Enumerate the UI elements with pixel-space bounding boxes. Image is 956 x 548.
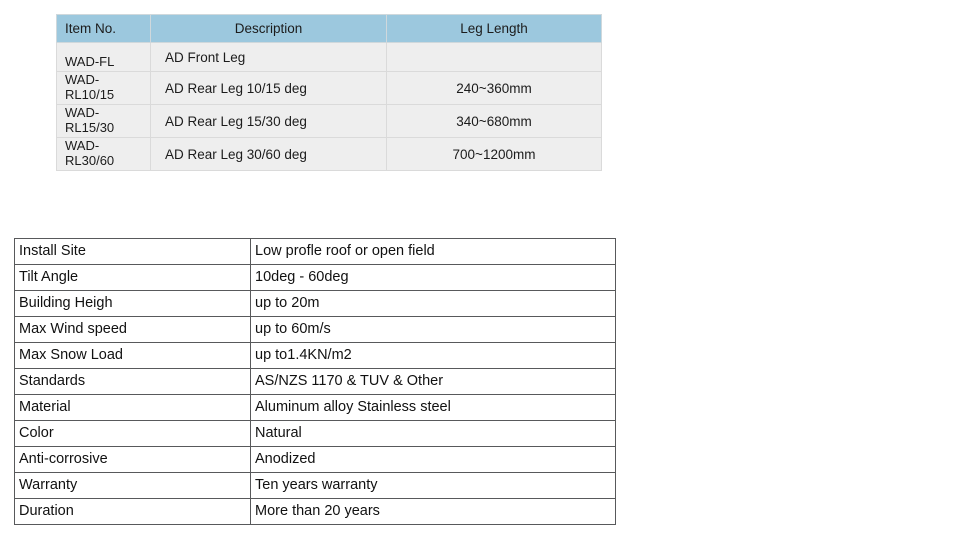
spec-row	[15, 369, 616, 395]
spec-value: Low profle roof or open field	[251, 239, 616, 265]
spec-label: Tilt Angle	[15, 265, 251, 291]
spec-label: Max Snow Load	[15, 343, 251, 369]
cell-item-no: WAD-RL30/60	[57, 138, 151, 171]
spec-value: Ten years warranty	[251, 473, 616, 499]
column-header-leg-length: Leg Length	[387, 15, 602, 43]
spec-value: More than 20 years	[251, 499, 616, 525]
table-header-row	[57, 15, 602, 43]
spec-row	[15, 447, 616, 473]
cell-leg-length: 240~360mm	[387, 72, 602, 105]
table-row	[57, 138, 602, 171]
spec-label: Max Wind speed	[15, 317, 251, 343]
spec-value: up to1.4KN/m2	[251, 343, 616, 369]
spec-value: Natural	[251, 421, 616, 447]
spec-value: up to 60m/s	[251, 317, 616, 343]
spec-value: 10deg - 60deg	[251, 265, 616, 291]
spec-row	[15, 421, 616, 447]
table-row	[57, 43, 602, 72]
spec-label: Color	[15, 421, 251, 447]
spec-value: Aluminum alloy Stainless steel	[251, 395, 616, 421]
spec-label: Warranty	[15, 473, 251, 499]
cell-description: AD Rear Leg 10/15 deg	[151, 72, 387, 105]
spec-row	[15, 291, 616, 317]
column-header-description: Description	[151, 15, 387, 43]
spec-label: Building Heigh	[15, 291, 251, 317]
specification-table	[14, 238, 616, 525]
cell-item-no: WAD-RL10/15	[57, 72, 151, 105]
spec-row	[15, 239, 616, 265]
spec-value: up to 20m	[251, 291, 616, 317]
cell-leg-length: 340~680mm	[387, 105, 602, 138]
spec-row	[15, 317, 616, 343]
spec-label: Anti-corrosive	[15, 447, 251, 473]
cell-item-no: WAD-FL	[57, 43, 151, 72]
cell-leg-length: 700~1200mm	[387, 138, 602, 171]
product-table-container	[56, 14, 601, 171]
spec-row	[15, 395, 616, 421]
spec-value: AS/NZS 1170 & TUV & Other	[251, 369, 616, 395]
cell-description: AD Front Leg	[151, 43, 387, 72]
spec-row	[15, 473, 616, 499]
product-table	[56, 14, 602, 171]
cell-description: AD Rear Leg 30/60 deg	[151, 138, 387, 171]
spec-value: Anodized	[251, 447, 616, 473]
spec-label: Standards	[15, 369, 251, 395]
spec-row	[15, 265, 616, 291]
cell-leg-length	[387, 43, 602, 72]
cell-item-no: WAD-RL15/30	[57, 105, 151, 138]
spec-row	[15, 343, 616, 369]
specification-table-container	[14, 238, 615, 525]
spec-row	[15, 499, 616, 525]
table-row	[57, 105, 602, 138]
spec-label: Duration	[15, 499, 251, 525]
cell-description: AD Rear Leg 15/30 deg	[151, 105, 387, 138]
spec-label: Material	[15, 395, 251, 421]
column-header-item-no: Item No.	[57, 15, 151, 43]
spec-label: Install Site	[15, 239, 251, 265]
table-row	[57, 72, 602, 105]
